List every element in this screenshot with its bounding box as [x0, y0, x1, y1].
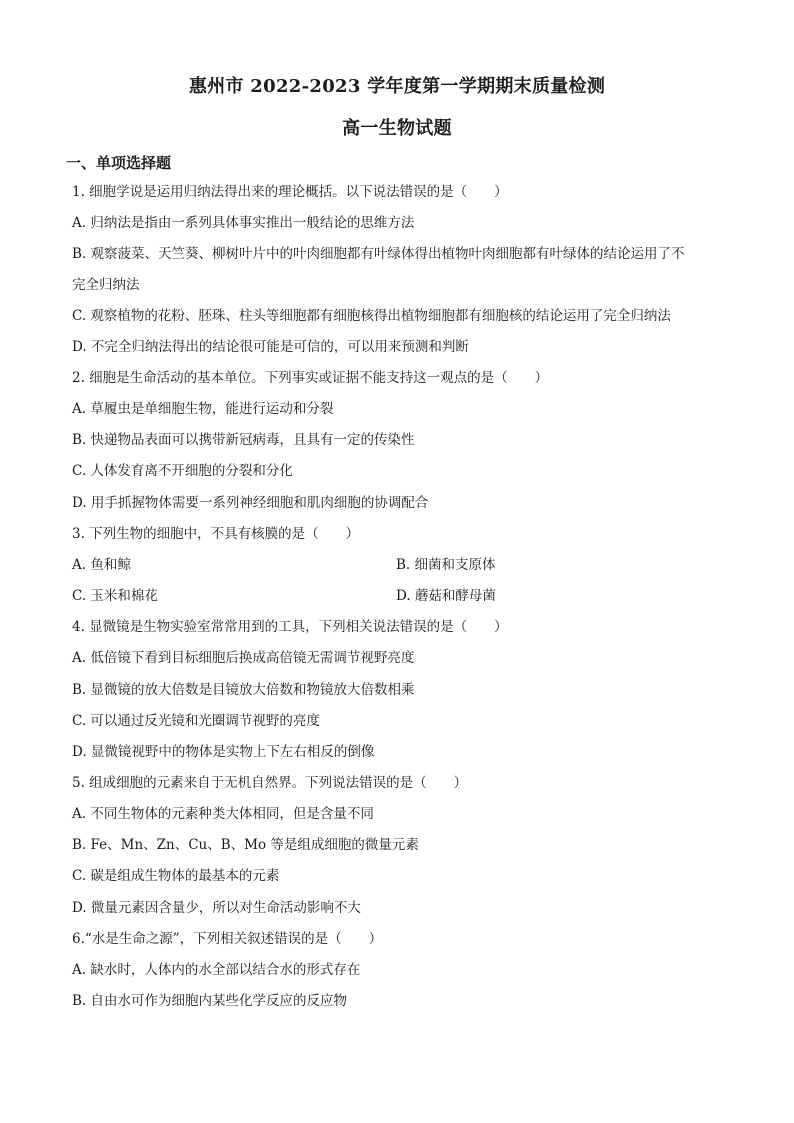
question-4-option-c: C. 可以通过反光镜和光圈调节视野的亮度 [72, 713, 320, 729]
question-6-option-a: A. 缺水时，人体内的水全部以结合水的形式存在 [72, 962, 361, 978]
question-3-option-c: C. 玉米和棉花 [72, 588, 158, 604]
question-2-option-d: D. 用手抓握物体需要一系列神经细胞和肌肉细胞的协调配合 [72, 495, 429, 511]
question-5-stem: 5. 组成细胞的元素来自于无机自然界。下列说法错误的是（ ） [72, 775, 468, 791]
question-1-option-d: D. 不完全归纳法得出的结论很可能是可信的，可以用来预测和判断 [72, 339, 469, 355]
question-1-option-c: C. 观察植物的花粉、胚珠、柱头等细胞都有细胞核得出植物细胞都有细胞核的结论运用了完全归纳法 [72, 308, 671, 324]
question-2-stem: 2. 细胞是生命活动的基本单位。下列事实或证据不能支持这一观点的是（ ） [72, 370, 549, 386]
exam-title: 惠州市 2022-2023 学年度第一学期期末质量检测 [188, 76, 606, 97]
question-4-option-a: A. 低倍镜下看到目标细胞后换成高倍镜无需调节视野亮度 [72, 650, 415, 666]
question-5-option-c: C. 碳是组成生物体的最基本的元素 [72, 868, 280, 884]
question-1-option-a: A. 归纳法是指由一系列具体事实推出一般结论的思维方法 [72, 215, 415, 231]
question-3-option-d: D. 蘑菇和酵母菌 [396, 588, 496, 604]
question-3-stem: 3. 下列生物的细胞中，不具有核膜的是（ ） [72, 526, 360, 542]
question-2-option-a: A. 草履虫是单细胞生物，能进行运动和分裂 [72, 401, 334, 417]
question-3-option-b: B. 细菌和支原体 [396, 557, 496, 573]
question-4-option-d: D. 显微镜视野中的物体是实物上下左右相反的倒像 [72, 744, 375, 760]
question-6-option-b: B. 自由水可作为细胞内某些化学反应的反应物 [72, 993, 348, 1009]
question-5-option-b: B. Fe、Mn、Zn、Cu、B、Mo 等是组成细胞的微量元素 [72, 837, 419, 853]
question-4-option-b: B. 显微镜的放大倍数是目镜放大倍数和物镜放大倍数相乘 [72, 682, 415, 698]
question-2-option-c: C. 人体发育离不开细胞的分裂和分化 [72, 463, 293, 479]
question-1-stem: 1. 细胞学说是运用归纳法得出来的理论概括。以下说法错误的是（ ） [72, 184, 508, 200]
section-heading: 一、单项选择题 [66, 154, 172, 172]
question-3-option-a: A. 鱼和鲸 [72, 557, 131, 573]
question-6-stem: 6.“水是生命之源”，下列相关叙述错误的是（ ） [72, 931, 383, 947]
question-5-option-a: A. 不同生物体的元素种类大体相同，但是含量不同 [72, 806, 374, 822]
question-2-option-b: B. 快递物品表面可以携带新冠病毒，且具有一定的传染性 [72, 432, 415, 448]
question-4-stem: 4. 显微镜是生物实验室常常用到的工具，下列相关说法错误的是（ ） [72, 619, 508, 635]
question-5-option-d: D. 微量元素因含量少，所以对生命活动影响不大 [72, 900, 361, 916]
question-1-option-b: B. 观察菠菜、天竺葵、柳树叶片中的叶肉细胞都有叶绿体得出植物叶肉细胞都有叶绿体的结论运用了不 [72, 246, 685, 262]
question-1-option-b-continued: 完全归纳法 [72, 277, 140, 293]
exam-subtitle: 高一生物试题 [342, 118, 452, 139]
